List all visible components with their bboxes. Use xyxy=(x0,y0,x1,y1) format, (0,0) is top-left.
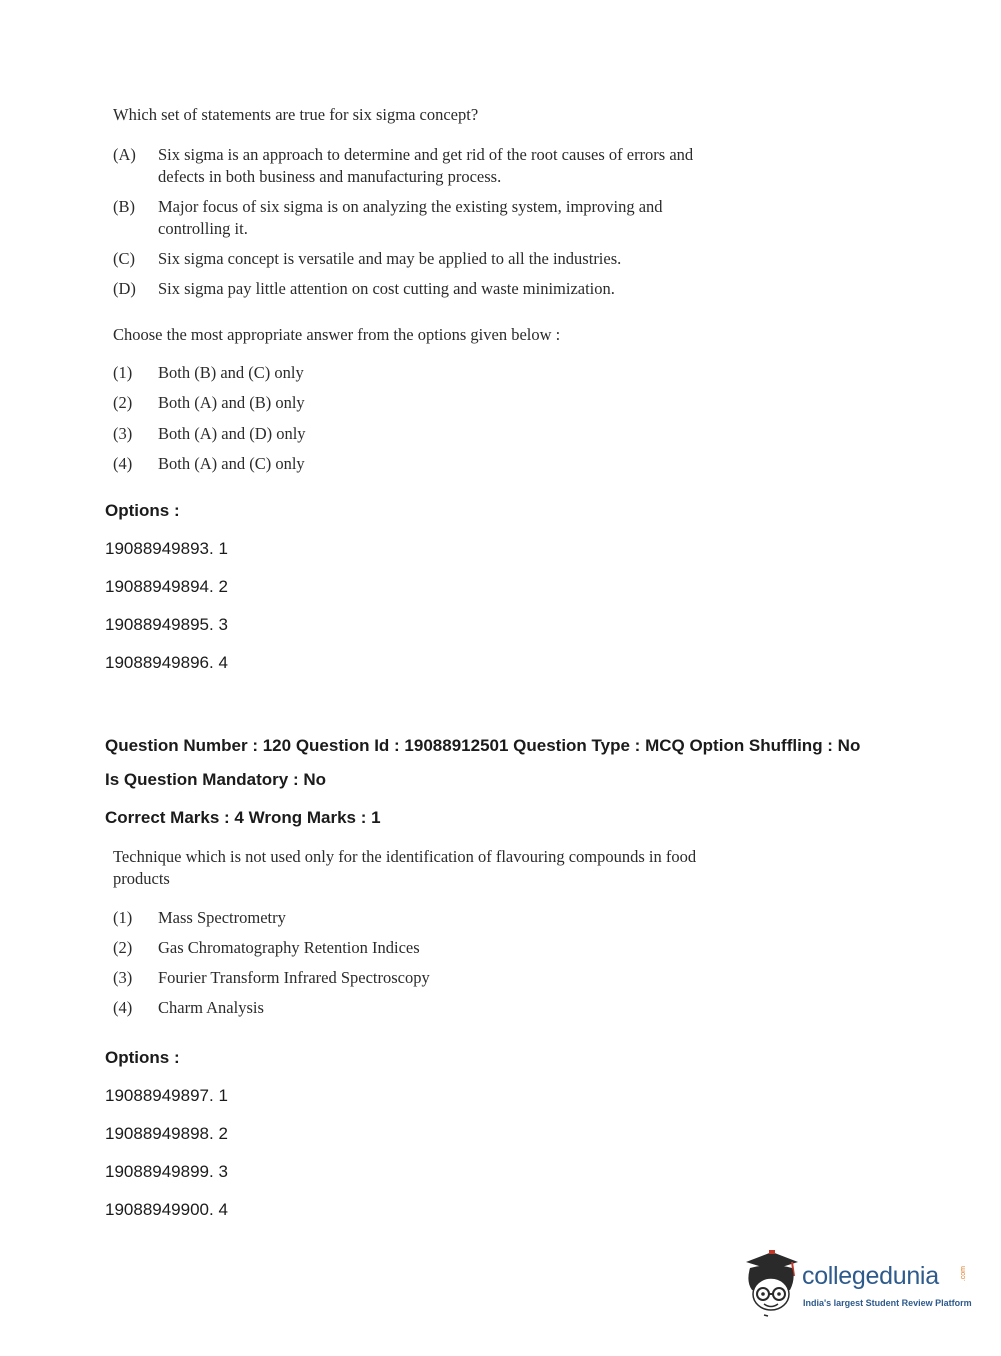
choice-text: Charm Analysis xyxy=(158,998,264,1017)
question-meta-line1: Question Number : 120 Question Id : 19088912501 Question Type : MCQ Option Shuffling : No xyxy=(105,736,861,755)
choice-label: (2) xyxy=(113,938,133,957)
option-id: 19088949898. 2 xyxy=(105,1124,228,1143)
choice-text: Both (A) and (D) only xyxy=(158,424,306,443)
marks-line: Correct Marks : 4 Wrong Marks : 1 xyxy=(105,808,381,827)
statement-text-line2: controlling it. xyxy=(158,219,248,238)
statement-text-line1: Six sigma pay little attention on cost cutting and waste minimization. xyxy=(158,279,615,298)
choice-label: (4) xyxy=(113,998,133,1017)
statement-label: (C) xyxy=(113,249,135,268)
mascot-icon xyxy=(740,1248,802,1318)
statement-text-line2: defects in both business and manufacturing process. xyxy=(158,167,502,186)
option-id: 19088949899. 3 xyxy=(105,1162,228,1181)
choice-label: (1) xyxy=(113,363,133,382)
choice-label: (4) xyxy=(113,454,133,473)
statement-label: (A) xyxy=(113,145,136,164)
option-id: 19088949896. 4 xyxy=(105,653,228,672)
question-meta-line2: Is Question Mandatory : No xyxy=(105,770,327,789)
choice-text: Both (B) and (C) only xyxy=(158,363,304,382)
option-id: 19088949895. 3 xyxy=(105,615,228,634)
choice-label: (3) xyxy=(113,424,133,443)
choice-text: Fourier Transform Infrared Spectroscopy xyxy=(158,968,430,987)
statement-label: (B) xyxy=(113,197,135,216)
statement-text-line1: Six sigma is an approach to determine and get rid of the root causes of errors and xyxy=(158,145,694,164)
logo-suffix: .com xyxy=(960,1266,967,1282)
statement-text-line1: Major focus of six sigma is on analyzing the existing system, improving and xyxy=(158,197,663,216)
option-id: 19088949900. 4 xyxy=(105,1200,228,1219)
choice-text: Both (A) and (B) only xyxy=(158,393,305,412)
choice-text: Both (A) and (C) only xyxy=(158,454,305,473)
choice-label: (1) xyxy=(113,908,133,927)
question-stem: Which set of statements are true for six sigma concept? xyxy=(113,105,479,124)
choice-text: Mass Spectrometry xyxy=(158,908,286,927)
question-stem-line2: products xyxy=(113,869,170,888)
question-stem-line1: Technique which is not used only for the identification of flavouring compounds in food xyxy=(113,847,697,866)
logo-tagline: India's largest Student Review Platform xyxy=(803,1298,972,1308)
options-heading: Options : xyxy=(105,1048,180,1067)
statement-text-line1: Six sigma concept is versatile and may be applied to all the industries. xyxy=(158,249,622,268)
option-id: 19088949897. 1 xyxy=(105,1086,228,1105)
option-id: 19088949893. 1 xyxy=(105,539,228,558)
logo-wordmark: collegedunia xyxy=(802,1262,939,1290)
instruction-text: Choose the most appropriate answer from the options given below : xyxy=(113,325,561,344)
statement-label: (D) xyxy=(113,279,136,298)
choice-label: (2) xyxy=(113,393,133,412)
option-id: 19088949894. 2 xyxy=(105,577,228,596)
collegedunia-logo xyxy=(740,1248,970,1320)
choice-label: (3) xyxy=(113,968,133,987)
options-heading: Options : xyxy=(105,501,180,520)
choice-text: Gas Chromatography Retention Indices xyxy=(158,938,420,957)
